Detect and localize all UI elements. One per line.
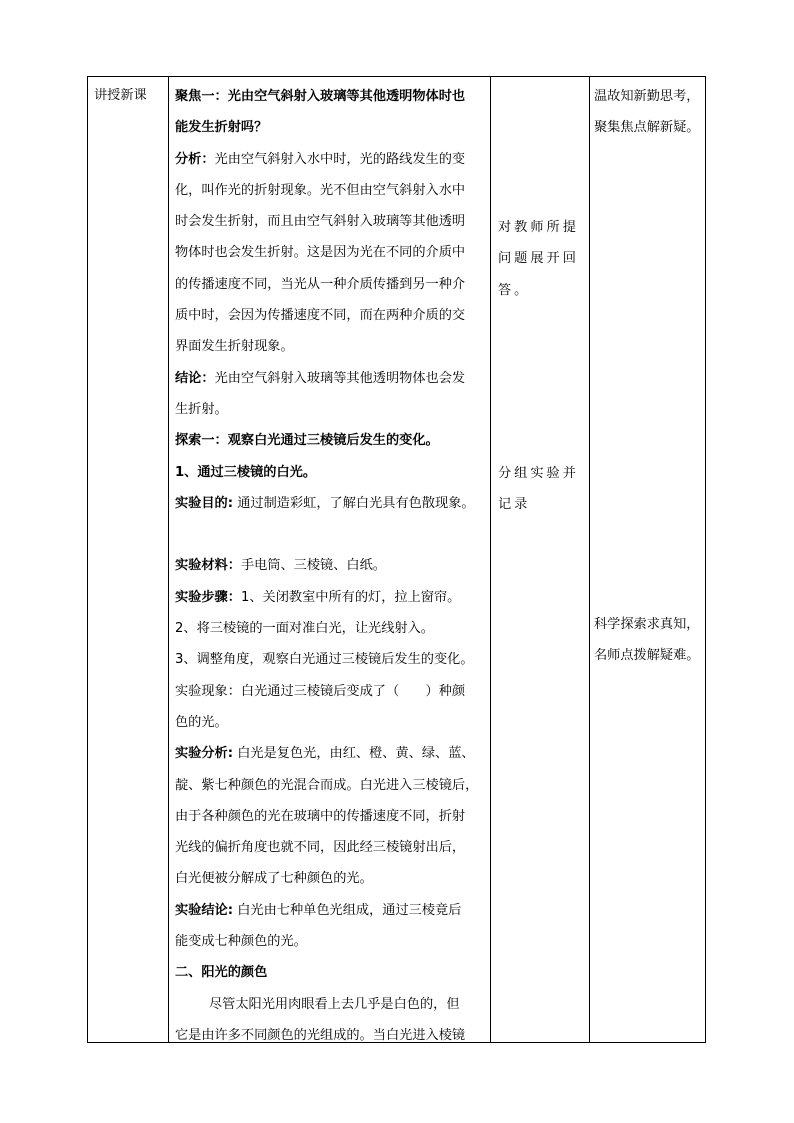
stage-column: [88, 77, 168, 1042]
analysis-line: 化，叫作光的折射现象。光不但由空气斜射入水中: [175, 182, 466, 198]
activity-line: 记录: [498, 497, 531, 513]
exp-conclusion-line: 能变成七种颜色的光。: [175, 934, 307, 950]
student-activity-column: [490, 77, 589, 1042]
analysis-text: 光由空气斜射入水中时，光的路线发生的变: [214, 151, 466, 167]
intent-line: 聚集焦点解新疑。: [594, 120, 700, 136]
step-text: 1、关闭教室中所有的灯，拉上窗帘。: [240, 589, 461, 605]
activity-line: 答。: [498, 282, 531, 298]
conclusion-line: [175, 363, 484, 394]
focus-title: 聚焦一：光由空气斜射入玻璃等其他透明物体时也: [175, 89, 466, 104]
conclusion-line: 生折射。: [175, 401, 228, 417]
analysis-label: 分析：: [175, 151, 215, 167]
analysis-line: 物体时也会发生折射。这是因为光在不同的介质中: [175, 245, 466, 261]
design-intent-2: [594, 609, 700, 672]
materials-text: 手电筒、三棱镜、白纸。: [240, 558, 386, 574]
purpose-line: [175, 488, 484, 519]
lesson-table: [87, 76, 706, 1043]
paragraph-line: 它是由许多不同颜色的光组成的。当白光进入棱镜: [175, 1027, 466, 1043]
section-title: 二、阳光的颜色: [175, 965, 268, 981]
stage-label: 讲授新课: [94, 88, 147, 103]
exp-analysis-line: 光线的偏折角度也就不同，因此经三棱镜射出后，: [175, 840, 466, 856]
content-column: [168, 77, 490, 1042]
exp-analysis-label: 实验分析:: [175, 746, 234, 762]
activity-line: 对教师所提: [498, 220, 579, 235]
purpose-text: 通过制造彩虹，了解白光具有色散现象。: [233, 495, 475, 511]
activity-line: 问题展开回: [498, 251, 579, 267]
steps-label: 实验步骤：: [175, 589, 241, 605]
exp-analysis-text: 白光是复色光，由红、橙、黄、绿、蓝、: [233, 746, 475, 762]
purpose-label: 实验目的:: [175, 495, 234, 511]
student-activity-1: [490, 212, 579, 306]
exp-analysis-line: 由于各种颜色的光在玻璃中的传播速度不同，折射: [175, 808, 466, 824]
analysis-line: 界面发生折射现象。: [175, 339, 294, 355]
analysis-line: [175, 144, 484, 175]
exp-analysis-line: 白光便被分解成了七种颜色的光。: [175, 871, 373, 887]
paragraph-line: 尽管太阳光用肉眼看上去几乎是白色的，但: [209, 996, 460, 1012]
exp-conclusion-line: [175, 895, 484, 926]
design-intent-column: [589, 77, 707, 1042]
conclusion-text: 光由空气斜射入玻璃等其他透明物体也会发: [214, 370, 466, 386]
exp-analysis-line: [175, 738, 484, 769]
phenomenon-line: 实验现象：白光通过三棱镜后变成了（ ）种颜: [175, 683, 466, 699]
design-intent-1: [594, 81, 700, 144]
explore-title: 探索一：观察白光通过三棱镜后发生的变化。: [175, 433, 439, 449]
phenomenon-line: 色的光。: [175, 714, 228, 730]
step-line: 2、将三棱镜的一面对准白光，让光线射入。: [175, 621, 434, 637]
steps-line: [175, 582, 484, 613]
materials-line: [175, 550, 484, 581]
intent-line: 名师点拨解疑难。: [594, 648, 700, 664]
intent-line: 科学探索求真知，: [594, 617, 700, 632]
activity-line: 分组实验并: [498, 466, 579, 481]
exp-analysis-line: 靛、紫七种颜色的光混合而成。白光进入三棱镜后，: [175, 777, 479, 793]
exp-conclusion-text: 白光由七种单色光组成，通过三棱竟后: [233, 902, 462, 918]
step-line: 3、调整角度，观察白光通过三棱镜后发生的变化。: [175, 652, 474, 668]
sub-title: 1、通过三棱镜的白光。: [175, 464, 317, 480]
intent-line: 温故知新勤思考，: [594, 89, 700, 104]
exp-conclusion-label: 实验结论:: [175, 902, 234, 918]
analysis-line: 的传播速度不同，当光从一种介质传播到另一种介: [175, 276, 466, 292]
student-activity-2: [490, 458, 579, 521]
analysis-line: 时会发生折射，而且由空气斜射入玻璃等其他透明: [175, 214, 466, 230]
blank-line: [175, 519, 484, 550]
conclusion-label: 结论：: [175, 370, 215, 386]
analysis-line: 质中时，会因为传播速度不同，而在两种介质的交: [175, 308, 466, 324]
materials-label: 实验材料：: [175, 558, 241, 574]
focus-title-cont: 能发生折射吗？: [175, 120, 268, 136]
